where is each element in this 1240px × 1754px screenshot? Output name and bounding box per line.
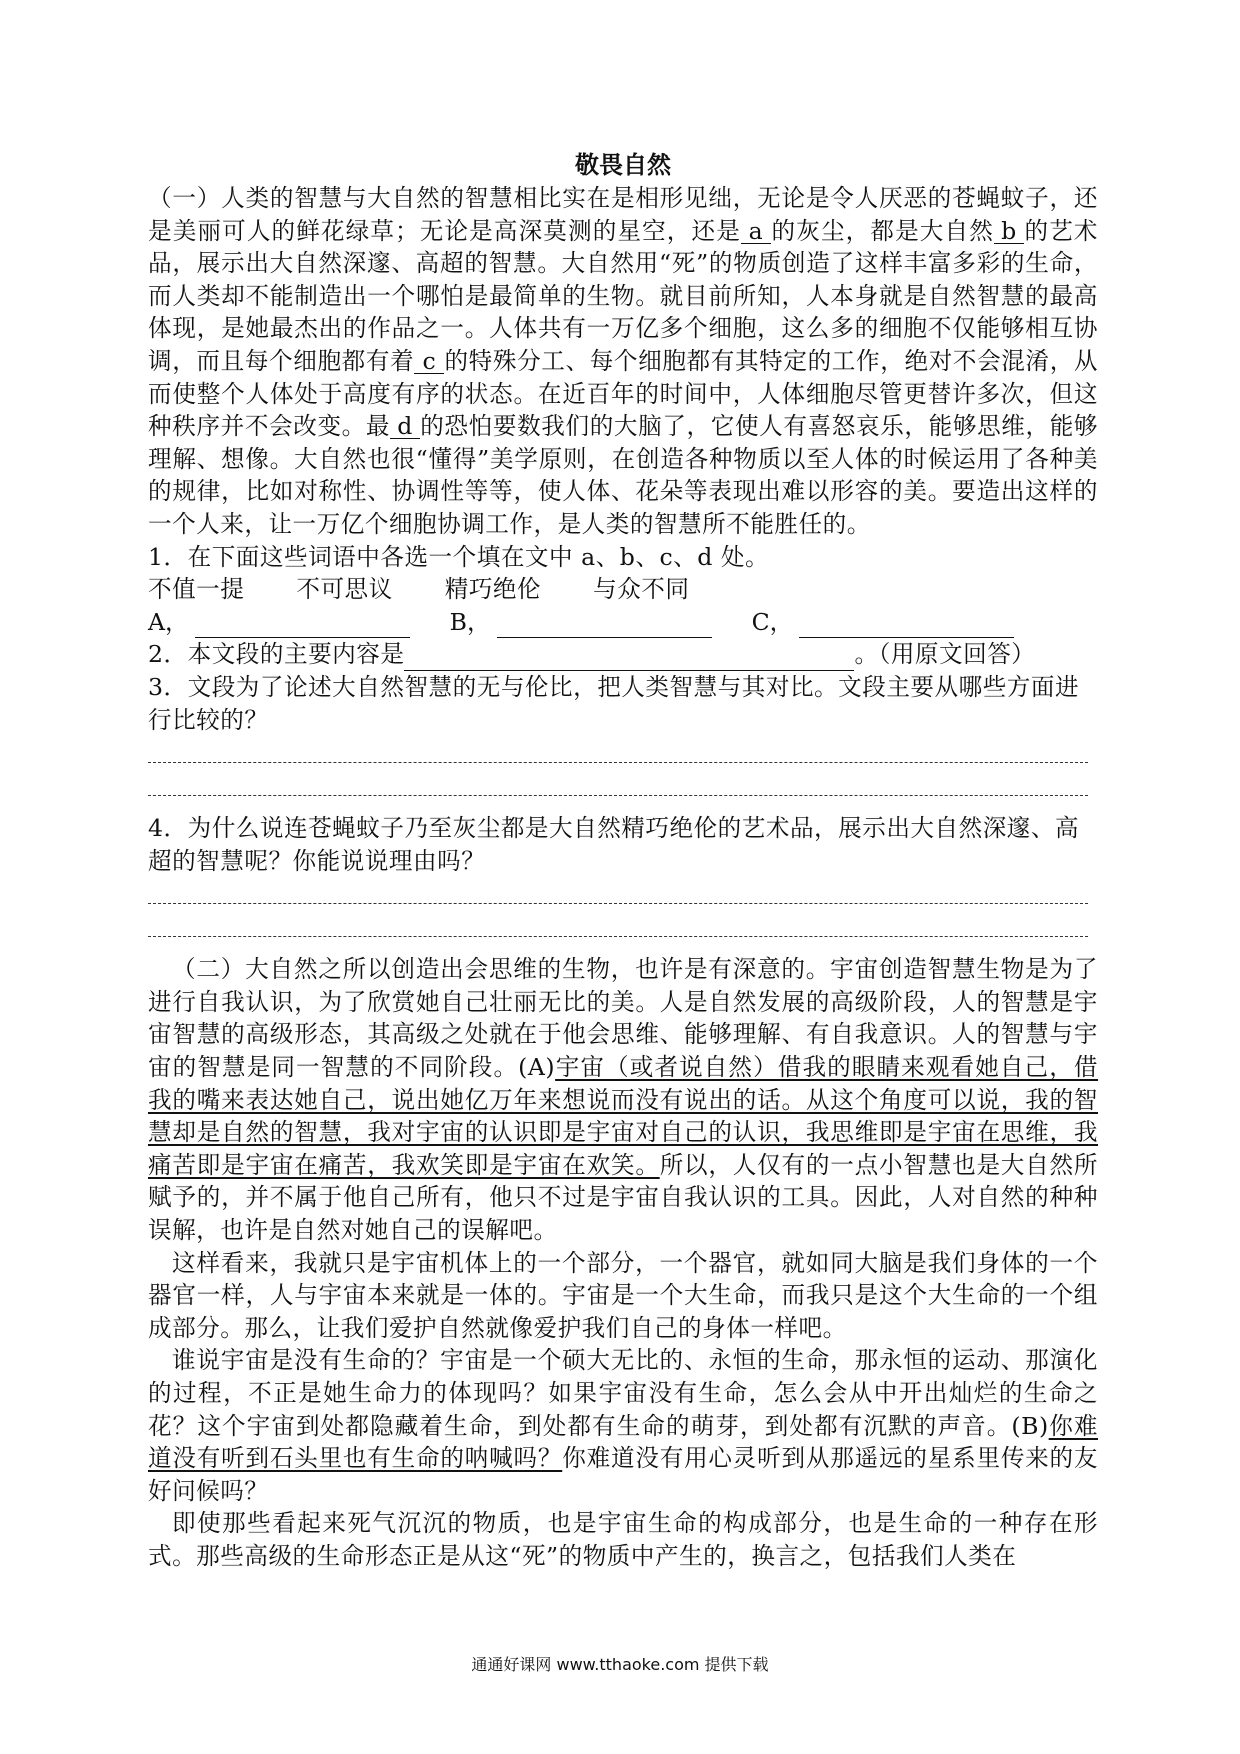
section-1-paragraph bbox=[148, 182, 1098, 541]
text: 你难道没有用心灵听到从那遥远的星系里传来的友好问候吗？ bbox=[148, 1444, 1099, 1505]
section-2-paragraph-4: 即使那些看起来死气沉沉的物质，也是宇宙生命的构成部分，也是生命的一种存在形式。那些高级的生命形态正是从这“死”的物质中产生的，换言之，包括我们人类在 bbox=[148, 1509, 1098, 1570]
page-title: 敬畏自然 bbox=[575, 151, 671, 179]
answer-line-q3-1[interactable] bbox=[148, 736, 1088, 763]
fill-label-c: C， bbox=[751, 607, 794, 636]
section-2-paragraph-1 bbox=[148, 953, 1098, 1246]
text: （二）大自然之所以创造出会思维的生物，也许是有深意的。宇宙创造智慧生物是为了进行自我认识，为了欣赏她自己壮丽无比的美。人是自然发展的高级阶段，人的智慧是宇宙智慧的高级形态，其高级之处就在于他会思维、能够理解、有自我意识。人的智慧与宇宙的智慧是同一智慧的不同阶段。(A) bbox=[148, 955, 1098, 1082]
answer-line-q4-2[interactable] bbox=[148, 910, 1088, 937]
blank-a: a bbox=[741, 219, 771, 244]
blank-b: b bbox=[994, 219, 1024, 244]
text: （一）人类的智慧与大自然的智慧相比实在是相形见绌，无论是令人厌恶的苍蝇蚊子，还是美丽可人的鲜花绿草；无论是高深莫测的星空，还是 bbox=[148, 184, 1098, 245]
text: 的恐怕要数我们的大脑了，它使人有喜怒哀乐，能够思维，能够理解、想像。大自然也很“懂得”美学原则，在创造各种物质以至人体的时候运用了各种美的规律，比如对称性、协调性等等，使人体、花朵等表现出难以形容的美。要造出这样的一个人来，让一万亿个细胞协调工作，是人类的智慧所不能胜任的。 bbox=[148, 412, 1099, 538]
answer-fill-row bbox=[148, 606, 1098, 639]
option-3: 精巧绝伦 bbox=[444, 575, 542, 604]
option-1: 不值一提 bbox=[148, 575, 245, 604]
question-1: 1．在下面这些词语中各选一个填在文中 a、b、c、d 处。 bbox=[148, 542, 770, 571]
fill-label-a: A， bbox=[148, 607, 189, 636]
document-page bbox=[148, 148, 1098, 1573]
text: 所以，人仅有的一点小智慧也是大自然所赋予的，并不属于他自己所有，他只不过是宇宙自我认识的工具。因此，人对自然的种种误解，也许是自然对她自己的误解吧。 bbox=[148, 1150, 1099, 1245]
section-2-paragraph-2: 这样看来，我就只是宇宙机体上的一个部分，一个器官，就如同大脑是我们身体的一个器官一样，人与宇宙本来就是一体的。宇宙是一个大生命，而我只是这个大生命的一个组成部分。那么，让我们爱护自然就像爱护我们自己的身体一样吧。 bbox=[148, 1248, 1098, 1342]
answer-line-q3-2[interactable] bbox=[148, 769, 1088, 796]
page-footer: 通通好课网 www.tthaoke.com 提供下载 bbox=[471, 1655, 769, 1674]
text: 的灰尘，都是大自然 bbox=[770, 216, 994, 245]
question-2-prefix: 2．本文段的主要内容是 bbox=[148, 640, 405, 669]
option-4: 与众不同 bbox=[593, 575, 690, 604]
section-2-paragraph-3 bbox=[148, 1344, 1098, 1507]
word-options bbox=[148, 573, 1098, 606]
question-3: 3．文段为了论述大自然智慧的无与伦比，把人类智慧与其对比。文段主要从哪些方面进行比较的？ bbox=[148, 672, 1080, 734]
answer-line-q4-1[interactable] bbox=[148, 877, 1088, 904]
underlined-passage-b: 你难道没有听到石头里也有生命的呐喊吗？ bbox=[148, 1411, 1099, 1473]
underlined-passage-a: 宇宙（或者说自然）借我的眼睛来观看她自己，借我的嘴来表达她自己，说出她亿万年来想说而没有说出的话。从这个角度可以说，我的智慧却是自然的智慧，我对宇宙的认识即是宇宙对自己的认识，我思维即是宇宙在思维，我痛苦即是宇宙在痛苦，我欢笑即是宇宙在欢笑。 bbox=[148, 1053, 1099, 1179]
question-4: 4．为什么说连苍蝇蚊子乃至灰尘都是大自然精巧绝伦的艺术品，展示出大自然深邃、高超的智慧呢？你能说说理由吗？ bbox=[148, 814, 1080, 875]
answer-line-b[interactable] bbox=[497, 615, 712, 638]
question-2 bbox=[148, 638, 1098, 671]
answer-line-a[interactable] bbox=[195, 615, 410, 638]
option-2: 不可思议 bbox=[296, 575, 393, 604]
fill-label-b: B， bbox=[449, 607, 491, 636]
text: 的艺术品，展示出大自然深邃、高超的智慧。大自然用“死”的物质创造了这样丰富多彩的生命，而人类却不能制造出一个哪怕是最简单的生物。就目前所知，人本身就是自然智慧的最高体现，是她最杰出的作品之一。人体共有一万亿多个细胞，这么多的细胞不仅能够相互协调，而且每个细胞都有着 bbox=[148, 216, 1099, 375]
text: 谁说宇宙是没有生命的？宇宙是一个硕大无比的、永恒的生命，那永恒的运动、那演化的过程，不正是她生命力的体现吗？如果宇宙没有生命，怎么会从中开出灿烂的生命之花？这个宇宙到处都隐藏着生命，到处都有生命的萌芽，到处都有沉默的声音。(B) bbox=[148, 1346, 1098, 1440]
text: 的特殊分工、每个细胞都有其特定的工作，绝对不会混淆，从而使整个人体处于高度有序的状态。在近百年的时间中，人体细胞尽管更替许多次，但这种秩序并不会改变。最 bbox=[148, 346, 1099, 441]
blank-d: d bbox=[390, 414, 420, 439]
answer-line-c[interactable] bbox=[799, 615, 1014, 638]
question-2-suffix: 。（用原文回答） bbox=[854, 640, 1036, 669]
answer-line-q2[interactable] bbox=[404, 648, 854, 671]
blank-c: c bbox=[414, 349, 444, 374]
